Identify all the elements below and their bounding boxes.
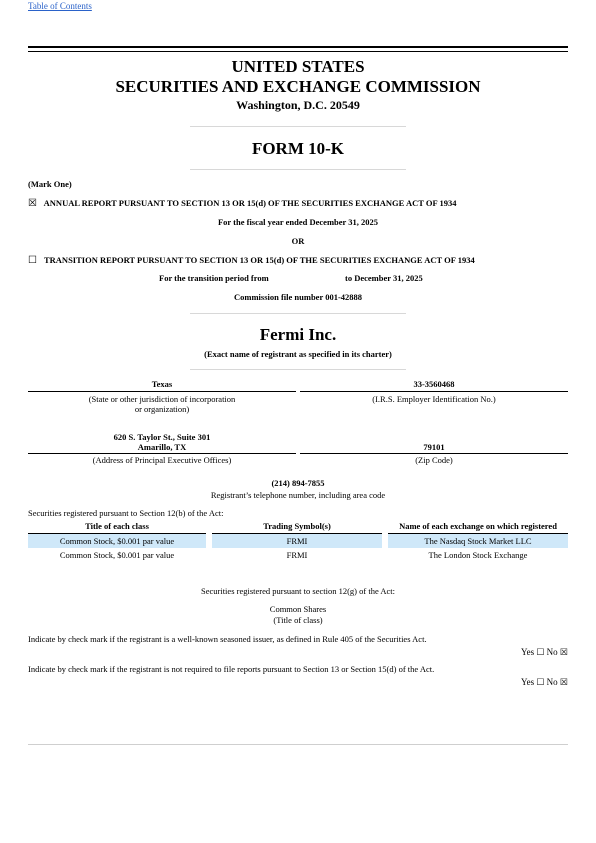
row-title: Common Stock, $0.001 par value [28,534,206,549]
wksi-question: Indicate by check mark if the registrant is a well-known seasoned issuer, as defined in Rule 405 of the Securities Act. [28,634,427,644]
top-double-rule-thin [28,51,568,52]
transition-report-label: TRANSITION REPORT PURSUANT TO SECTION 13 OR 15(d) OF THE SECURITIES EXCHANGE ACT OF 1934 [43,255,475,265]
header-title-of-class: Title of each class [28,521,206,534]
not-required-question: Indicate by check mark if the registrant is not required to file reports pursuant to Section 13 or Section 15(d) of the Act. [28,664,435,674]
address-line-2: Amarillo, TX [137,442,187,452]
table-row [28,548,568,562]
mark-one-label: (Mark One) [28,179,72,189]
transition-report-row [28,255,568,266]
ein-value: 33-3560468 [413,379,455,389]
registrant-name: Fermi Inc. [259,325,337,344]
section-12g-class: Common Shares [269,604,327,614]
address-block [28,432,296,452]
divider [190,169,406,170]
registrant-name-caption: (Exact name of registrant as specified in its charter) [204,349,392,359]
phone-caption: Registrant’s telephone number, including area code [210,490,386,500]
table-header-row [28,521,568,534]
ein-underline [300,391,568,392]
zip-caption: (Zip Code) [415,455,453,465]
state-caption-line-2: or organization) [134,404,190,414]
annual-report-checkbox[interactable]: ☒ [28,198,37,209]
address-underline [28,453,296,454]
address-caption: (Address of Principal Executive Offices) [92,455,232,465]
section-12g-class-caption: (Title of class) [273,615,323,625]
state-underline [28,391,296,392]
zip-value: 79101 [423,442,445,452]
phone-number: (214) 894-7855 [271,478,325,488]
row-exchange: The Nasdaq Stock Market LLC [388,534,568,549]
securities-12b-table [28,521,568,562]
row-exchange: The London Stock Exchange [428,550,528,560]
divider [190,313,406,314]
annual-report-row [28,198,568,209]
state-caption [28,394,296,414]
table-row [28,534,568,549]
header-trading-symbol: Trading Symbol(s) [212,521,382,534]
form-title: FORM 10-K [251,139,345,158]
transition-period-from: For the transition period from [159,273,269,283]
divider [190,126,406,127]
section-12g-intro: Securities registered pursuant to section 12(g) of the Act: [200,586,396,596]
section-12b-intro: Securities registered pursuant to Section 12(b) of the Act: [28,508,224,518]
state-caption-line-1: (State or other jurisdiction of incorporation [88,394,236,404]
page-footer-rule [28,744,568,745]
zip-underline [300,453,568,454]
top-double-rule [28,46,568,48]
row-symbol: FRMI [212,534,382,549]
or-text: OR [291,236,305,246]
annual-report-label: ANNUAL REPORT PURSUANT TO SECTION 13 OR 15(d) OF THE SECURITIES EXCHANGE ACT OF 1934 [43,198,457,208]
header-united-states: UNITED STATES [231,57,365,76]
row-symbol: FRMI [286,550,308,560]
wksi-yes-no[interactable]: Yes ☐ No ☒ [521,647,568,657]
header-washington: Washington, D.C. 20549 [236,98,360,112]
state-value: Texas [151,379,173,389]
ein-caption: (I.R.S. Employer Identification No.) [372,394,496,404]
header-sec: SECURITIES AND EXCHANGE COMMISSION [115,77,481,96]
header-exchange-name: Name of each exchange on which registered [388,521,568,534]
not-required-yes-no[interactable]: Yes ☐ No ☒ [521,677,568,687]
address-line-1: 620 S. Taylor St., Suite 301 [113,432,211,442]
fiscal-year-text: For the fiscal year ended December 31, 2025 [217,217,379,227]
transition-period-to: to December 31, 2025 [345,273,423,283]
commission-file-number: Commission file number 001-42888 [233,292,363,302]
divider [190,369,406,370]
table-of-contents-link[interactable]: Table of Contents [28,1,92,11]
transition-report-checkbox[interactable]: ☐ [28,255,37,266]
row-title: Common Stock, $0.001 par value [59,550,175,560]
